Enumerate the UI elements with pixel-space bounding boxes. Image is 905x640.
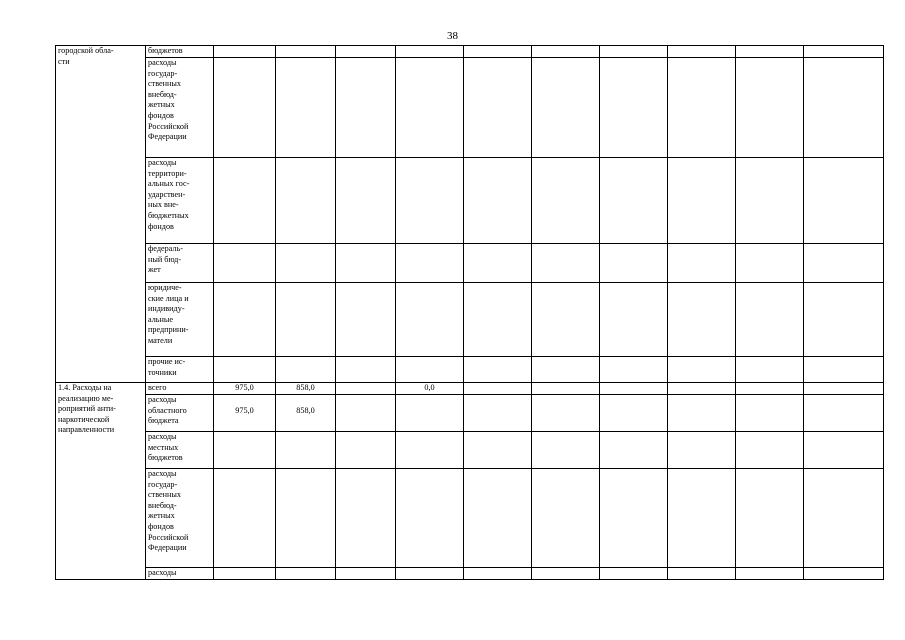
empty-cell [336,432,396,469]
cell-text-line: Российской [148,121,189,131]
empty-cell [600,432,668,469]
empty-cell [336,283,396,357]
empty-cell [736,283,804,357]
cell-text-line: ственных [148,490,182,500]
empty-cell [276,283,336,357]
empty-cell [276,357,336,383]
empty-cell [464,395,532,432]
empty-cell [668,395,736,432]
cell-text-line: фондов [148,110,174,120]
empty-cell [736,395,804,432]
cell-text-line: жет [148,265,161,275]
empty-cell [396,158,464,244]
empty-cell [600,469,668,568]
table-row [56,283,884,357]
empty-cell [214,244,276,283]
empty-cell [804,469,884,568]
empty-cell [336,244,396,283]
empty-cell [214,46,276,58]
funding-source-cell [146,395,214,432]
empty-cell [736,158,804,244]
empty-cell [600,46,668,58]
cell-text-line: расходы [148,58,177,67]
empty-cell [396,432,464,469]
empty-cell [736,58,804,158]
empty-cell [464,383,532,395]
empty-cell [736,244,804,283]
empty-cell [276,244,336,283]
funding-source-cell [146,46,214,58]
cell-text-line: федераль- [148,244,183,253]
empty-cell [804,244,884,283]
empty-cell [532,469,600,568]
empty-cell [600,58,668,158]
empty-cell [276,58,336,158]
value-cell: 975,0 [214,383,276,395]
empty-cell [600,395,668,432]
cell-text-line: альные [148,314,174,324]
cell-text-line: наркотической [58,414,110,424]
cell-text-line: направленности [58,425,115,435]
cell-text-line: городской обла- [58,46,114,55]
cell-text-line: государ- [148,479,178,489]
empty-cell [532,46,600,58]
empty-cell [464,432,532,469]
cell-text-line: Федерации [148,132,187,142]
cell-text-line: бюджета [148,416,179,426]
empty-cell [276,432,336,469]
empty-cell [396,395,464,432]
empty-cell [532,158,600,244]
empty-cell [736,357,804,383]
cell-text-line: 1.4. Расходы на [58,383,112,392]
empty-cell [464,244,532,283]
table-row [56,244,884,283]
value-cell: 0,0 [396,383,464,395]
empty-cell [276,469,336,568]
empty-cell [668,383,736,395]
empty-cell [804,395,884,432]
empty-cell [336,383,396,395]
value-cell: 858,0 [276,395,336,432]
table-row [56,469,884,568]
empty-cell [804,46,884,58]
cell-text-line: прочие ис- [148,357,186,366]
empty-cell [464,283,532,357]
empty-cell [736,432,804,469]
cell-text-line: расходы [148,568,177,577]
empty-cell [336,158,396,244]
empty-cell [668,58,736,158]
empty-cell [532,58,600,158]
empty-cell [668,469,736,568]
empty-cell [214,158,276,244]
table-body [56,46,884,580]
cell-text-line: всего [148,383,167,392]
empty-cell [214,568,276,580]
empty-cell [600,244,668,283]
cell-text-line: точники [148,367,177,377]
empty-cell [396,469,464,568]
cell-text-line: фондов [148,221,174,231]
empty-cell [736,469,804,568]
row-group-label [56,383,146,580]
empty-cell [668,432,736,469]
funding-source-cell [146,158,214,244]
empty-cell [214,357,276,383]
cell-text-line: расходы [148,469,177,478]
row-group-label [56,46,146,383]
empty-cell [464,58,532,158]
empty-cell [464,158,532,244]
value-cell: 858,0 [276,383,336,395]
cell-text-line: жетных [148,100,175,110]
cell-text-line: расходы [148,432,177,441]
table-row [56,383,884,395]
cell-text-line: роприятий анти- [58,404,116,414]
empty-cell [600,283,668,357]
funding-source-cell [146,383,214,395]
empty-cell [532,357,600,383]
empty-cell [336,469,396,568]
table-row [56,58,884,158]
table-row [56,158,884,244]
empty-cell [668,568,736,580]
empty-cell [276,46,336,58]
cell-text-line: ударствен- [148,189,186,199]
empty-cell [668,244,736,283]
empty-cell [214,283,276,357]
empty-cell [804,357,884,383]
funding-source-cell [146,58,214,158]
empty-cell [600,568,668,580]
empty-cell [804,58,884,158]
funding-source-cell [146,283,214,357]
empty-cell [736,568,804,580]
empty-cell [668,357,736,383]
table-row [56,568,884,580]
empty-cell [464,469,532,568]
table-row [56,46,884,58]
empty-cell [736,46,804,58]
cell-text-line: местных [148,442,179,452]
cell-text-line: фондов [148,521,174,531]
cell-text-line: Федерации [148,543,187,553]
funding-source-cell [146,469,214,568]
funding-source-cell [146,357,214,383]
empty-cell [736,383,804,395]
empty-cell [276,568,336,580]
cell-text-line: юридиче- [148,283,182,292]
empty-cell [532,283,600,357]
empty-cell [336,357,396,383]
cell-text-line: ный бюд- [148,254,182,264]
cell-text-line: территори- [148,168,187,178]
empty-cell [214,432,276,469]
empty-cell [336,568,396,580]
empty-cell [804,383,884,395]
empty-cell [532,383,600,395]
empty-cell [600,158,668,244]
cell-text-line: государ- [148,68,178,78]
cell-text-line: ных вне- [148,200,179,210]
empty-cell [532,568,600,580]
empty-cell [668,158,736,244]
empty-cell [532,244,600,283]
empty-cell [600,357,668,383]
empty-cell [668,283,736,357]
empty-cell [804,568,884,580]
cell-text-line: расходы [148,158,177,167]
cell-text-line: внебюд- [148,500,177,510]
empty-cell [532,395,600,432]
empty-cell [214,469,276,568]
empty-cell [804,158,884,244]
cell-text-line: реализацию ме- [58,393,114,403]
page-number: 38 [447,30,458,42]
empty-cell [600,383,668,395]
funding-source-cell [146,432,214,469]
empty-cell [464,568,532,580]
empty-cell [396,58,464,158]
cell-text-line: внебюд- [148,89,177,99]
cell-text-line: жетных [148,511,175,521]
empty-cell [396,283,464,357]
empty-cell [396,46,464,58]
empty-cell [668,46,736,58]
empty-cell [396,357,464,383]
cell-text-line: альных гос- [148,179,190,189]
table-row [56,432,884,469]
empty-cell [464,357,532,383]
funding-source-cell [146,568,214,580]
cell-text-line: Российской [148,532,189,542]
empty-cell [532,432,600,469]
empty-cell [396,244,464,283]
funding-source-cell [146,244,214,283]
cell-text-line: расходы [148,395,177,404]
cell-text-line: предприни- [148,325,189,335]
empty-cell [214,58,276,158]
empty-cell [336,46,396,58]
cell-text-line: бюджетных [148,210,189,220]
cell-text-line: бюджетов [148,453,183,463]
empty-cell [804,432,884,469]
cell-text-line: бюджетов [148,46,183,55]
cell-text-line: ские лица и [148,293,189,303]
cell-text-line: областного [148,405,187,415]
table-row [56,357,884,383]
cell-text-line: индивиду- [148,304,185,314]
table-row [56,395,884,432]
empty-cell [336,58,396,158]
empty-cell [336,395,396,432]
cell-text-line: сти [58,56,70,66]
empty-cell [396,568,464,580]
empty-cell [276,158,336,244]
value-cell: 975,0 [214,395,276,432]
budget-table [55,45,884,580]
cell-text-line: ственных [148,79,182,89]
cell-text-line: матели [148,335,173,345]
empty-cell [464,46,532,58]
empty-cell [804,283,884,357]
